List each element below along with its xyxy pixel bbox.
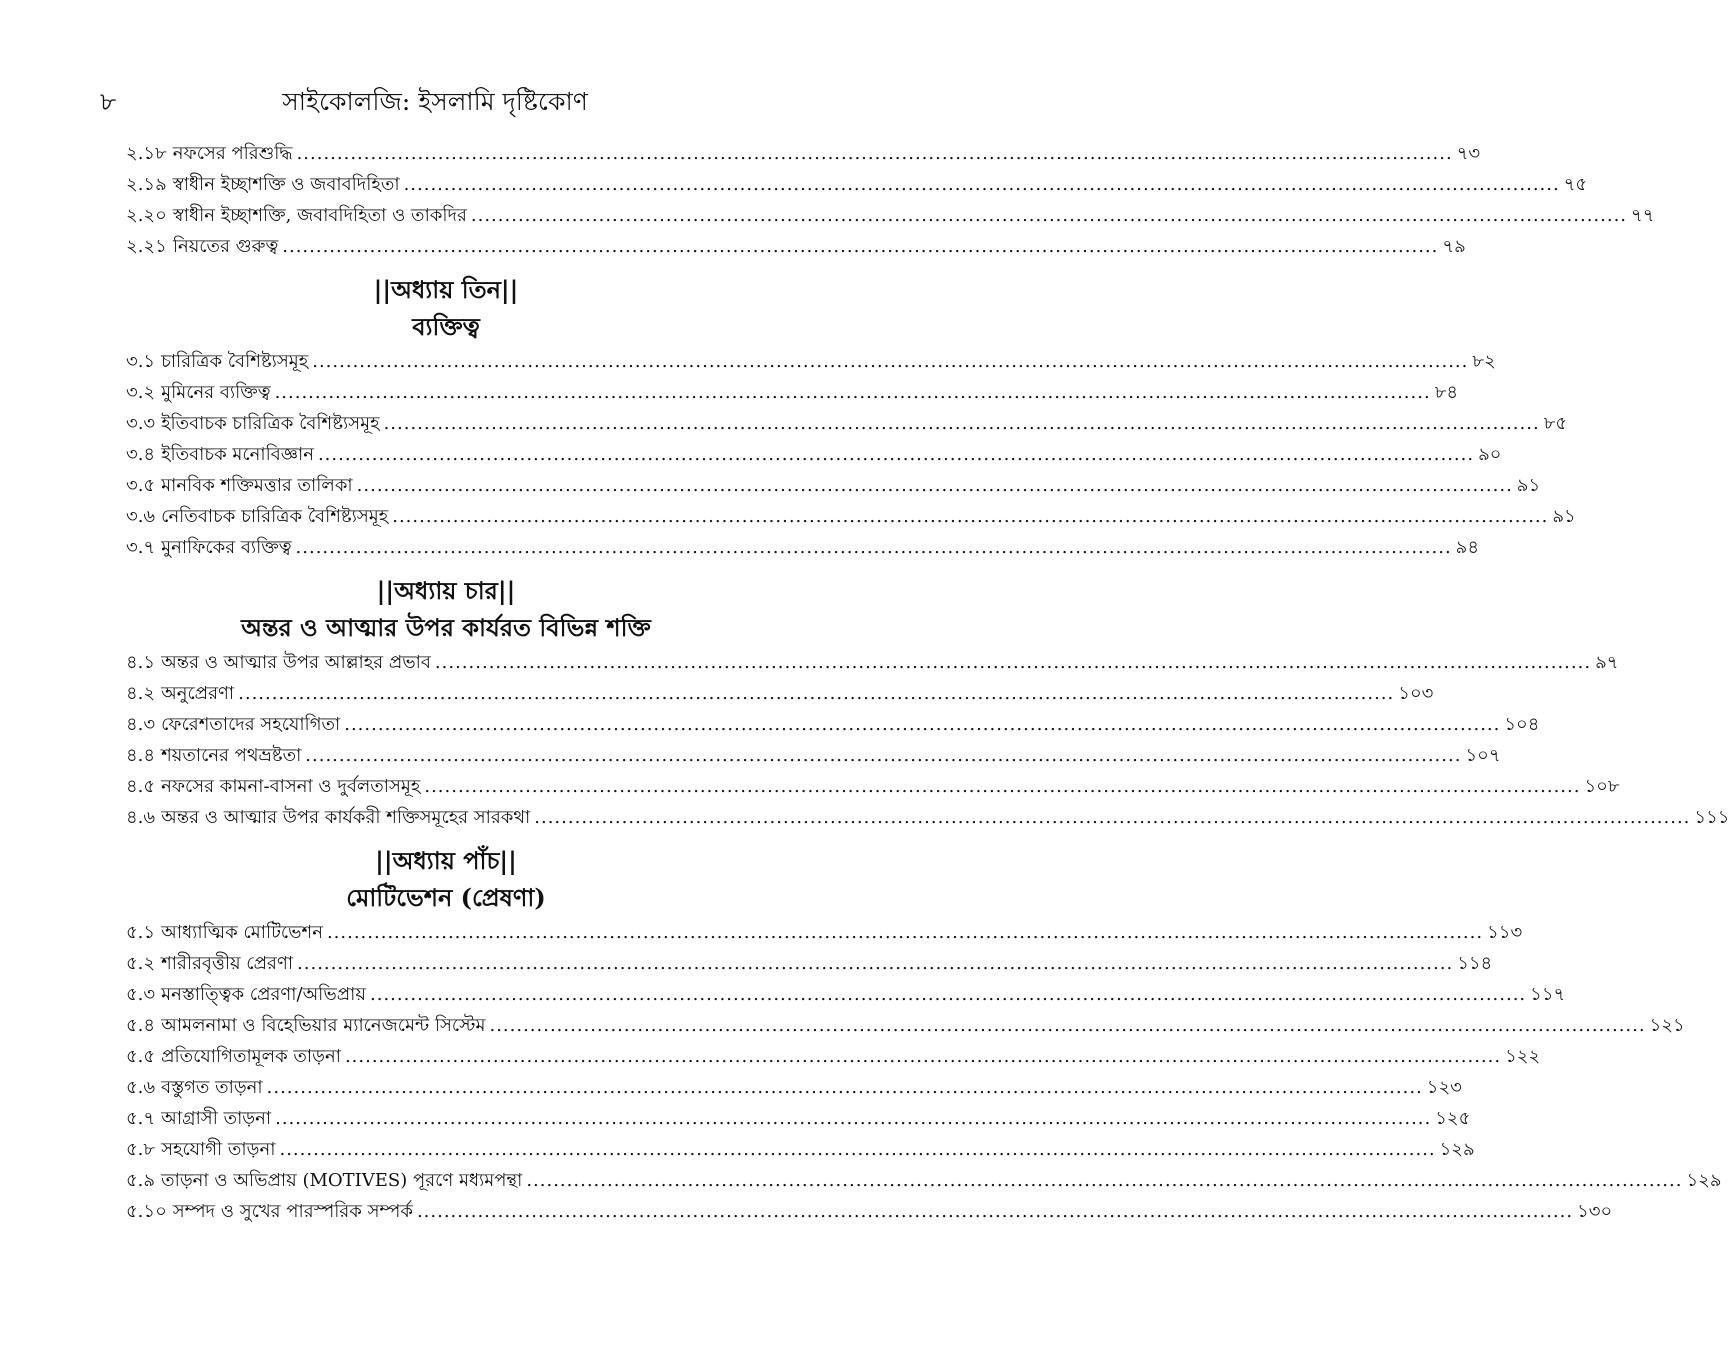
dot-leader [318, 439, 1474, 470]
chapter-label: ||অধ্যায় পাঁচ|| [375, 846, 517, 875]
toc-entry-title: আগ্রাসী তাড়না [161, 1108, 272, 1129]
toc-entry-number: ৩.২ [126, 382, 156, 403]
chapter-label: ||অধ্যায় চার|| [376, 576, 516, 605]
toc-entry-page: ১১৪ [1457, 953, 1493, 974]
toc-entry-page: ৮৪ [1434, 382, 1459, 403]
toc-entry-page: ১০৭ [1465, 745, 1501, 766]
toc-entry-page: ১২৯ [1686, 1170, 1722, 1191]
toc-entry-title: নফসের কামনা-বাসনা ও দুর্বলতাসমূহ [161, 776, 421, 797]
toc-entry[interactable] [126, 979, 1566, 1010]
dot-leader [534, 802, 1690, 833]
toc-entry-title: আমলনামা ও বিহেভিয়ার ম্যানেজমেন্ট সিস্টেম [161, 1015, 486, 1036]
toc-entry-title: শারীরবৃত্তীয় প্রেরণা [161, 953, 294, 974]
dot-leader [435, 647, 1591, 678]
dot-leader [297, 138, 1453, 169]
toc-entry-page: ১২৫ [1435, 1108, 1471, 1129]
toc-entry[interactable] [126, 1103, 1471, 1134]
toc-entry-title: সহযোগী তাড়না [161, 1139, 276, 1160]
toc-entry-number: ৫.৪ [126, 1015, 156, 1036]
dot-leader [526, 1165, 1682, 1196]
dot-leader [297, 948, 1453, 979]
toc-entry-page: ১২৩ [1426, 1077, 1462, 1098]
toc-entry[interactable] [126, 1010, 1685, 1041]
toc-entry[interactable] [126, 346, 1496, 377]
toc-entry[interactable] [126, 1134, 1475, 1165]
toc-entry[interactable] [126, 1165, 1722, 1196]
toc-entry[interactable] [126, 439, 1502, 470]
toc-entry-page: ১০৩ [1398, 683, 1434, 704]
toc-entry-number: ৩.১ [126, 351, 156, 372]
toc-entry[interactable] [126, 709, 1540, 740]
toc-entry-page: ৭৯ [1442, 236, 1466, 257]
toc-entry-title: স্বাধীন ইচ্ছাশক্তি, জবাবদিহিতা ও তাকদির [172, 205, 467, 226]
chapter-label: ||অধ্যায় তিন|| [373, 275, 519, 304]
dot-leader [424, 771, 1580, 802]
toc-entry-number: ৩.৩ [126, 413, 156, 434]
toc-entry-page: ১০৪ [1504, 714, 1540, 735]
chapter-title: ব্যক্তিত্ব [412, 312, 480, 341]
toc-entry-title: নফসের পরিশুদ্ধি [172, 143, 293, 164]
toc-entry[interactable] [126, 917, 1523, 948]
toc-entry-number: ২.১৯ [126, 174, 167, 195]
toc-entry-title: সম্পদ ও সুখের পারস্পরিক সম্পর্ক [172, 1201, 413, 1222]
toc-entry-page: ৯৭ [1595, 652, 1619, 673]
toc-entry-number: ৫.২ [126, 953, 156, 974]
dot-leader [296, 532, 1452, 563]
dot-leader [305, 740, 1461, 771]
toc-entry-page: ৭৭ [1631, 205, 1655, 226]
toc-entry-title: মনস্তাত্ত্বিক প্রেরণা/অভিপ্রায় [161, 984, 367, 1005]
toc-entry[interactable] [126, 408, 1568, 439]
dot-leader [327, 917, 1483, 948]
toc-entry-title: ইতিবাচক চারিত্রিক বৈশিষ্ট্যসমূহ [161, 413, 380, 434]
toc-entry[interactable] [126, 200, 1655, 231]
toc-entry[interactable] [126, 802, 1729, 833]
toc-entry-page: ৭৩ [1456, 143, 1481, 164]
toc-entry-number: ৪.৬ [126, 807, 156, 828]
toc-entry[interactable] [126, 377, 1459, 408]
toc-entry[interactable] [126, 1196, 1613, 1227]
toc-entry[interactable] [126, 771, 1620, 802]
toc-entry-page: ১২১ [1649, 1015, 1685, 1036]
toc-entry-title: প্রতিযোগিতামূলক তাড়না [161, 1046, 341, 1067]
dot-leader [392, 501, 1548, 532]
toc-entry-title: অনুপ্রেরণা [161, 683, 235, 704]
table-of-contents [126, 138, 1729, 1227]
toc-entry-number: ৪.৫ [126, 776, 156, 797]
toc-entry-number: ২.১৮ [126, 143, 167, 164]
dot-leader [471, 200, 1627, 231]
toc-entry-title: তাড়না ও অভিপ্রায় (MOTIVES) পূরণে মধ্যমপন্থা [161, 1170, 523, 1191]
toc-entry-title: মুমিনের ব্যক্তিত্ব [161, 382, 271, 403]
toc-entry-page: ১১১ [1694, 807, 1729, 828]
dot-leader [275, 1103, 1431, 1134]
toc-entry[interactable] [126, 678, 1434, 709]
toc-entry-title: অন্তর ও আত্মার উপর আল্লাহর প্রভাব [161, 652, 431, 673]
toc-entry[interactable] [126, 501, 1576, 532]
chapter-title: অন্তর ও আত্মার উপর কার্যরত বিভিন্ন শক্তি [241, 613, 651, 642]
toc-entry-page: ১১৩ [1487, 922, 1523, 943]
toc-entry-page: ৮৫ [1543, 413, 1568, 434]
toc-entry-title: শয়তানের পথভ্রষ্টতা [161, 745, 302, 766]
toc-entry-title: ফেরেশতাদের সহযোগিতা [161, 714, 341, 735]
toc-entry[interactable] [126, 1072, 1462, 1103]
toc-entry-number: ৪.২ [126, 683, 156, 704]
dot-leader [279, 1134, 1435, 1165]
toc-entry-title: ইতিবাচক মনোবিজ্ঞান [161, 444, 314, 465]
running-head-title: সাইকোলজি: ইসলামি দৃষ্টিকোণ [282, 87, 588, 116]
toc-entry-page: ১২৯ [1439, 1139, 1475, 1160]
dot-leader [357, 470, 1513, 501]
toc-entry-page: ৭৫ [1563, 174, 1588, 195]
toc-entry-number: ৪.৩ [126, 714, 156, 735]
toc-entry[interactable] [126, 740, 1501, 771]
toc-entry-title: বস্তুগত তাড়না [161, 1077, 263, 1098]
dot-leader [312, 346, 1468, 377]
toc-entry-title: চারিত্রিক বৈশিষ্ট্যসমূহ [161, 351, 309, 372]
toc-entry-page: ৯১ [1552, 506, 1576, 527]
dot-leader [275, 377, 1431, 408]
dot-leader [384, 408, 1540, 439]
toc-entry-number: ৩.৫ [126, 475, 156, 496]
toc-entry-number: ৫.৮ [126, 1139, 156, 1160]
toc-entry[interactable] [126, 231, 1466, 262]
dot-leader [267, 1072, 1423, 1103]
dot-leader [370, 979, 1526, 1010]
page-number: ৮ [100, 87, 117, 116]
toc-entry-number: ৫.৬ [126, 1077, 156, 1098]
chapter-title: মোটিভেশন (প্রেষণা) [346, 883, 546, 912]
toc-entry-title: নিয়তের গুরুত্ব [172, 236, 279, 257]
toc-entry-page: ১১৭ [1530, 984, 1566, 1005]
toc-entry-number: ৫.৭ [126, 1108, 156, 1129]
dot-leader [282, 231, 1438, 262]
toc-entry-number: ৪.১ [126, 652, 156, 673]
toc-entry-number: ৪.৪ [126, 745, 156, 766]
toc-entry-page: ১২২ [1505, 1046, 1541, 1067]
toc-entry[interactable] [126, 532, 1480, 563]
toc-entry-title: মানবিক শক্তিমত্তার তালিকা [161, 475, 353, 496]
toc-entry-number: ৫.৯ [126, 1170, 156, 1191]
toc-entry-number: ২.২০ [126, 205, 167, 226]
toc-entry[interactable] [126, 169, 1588, 200]
dot-leader [345, 1041, 1501, 1072]
toc-entry-title: মুনাফিকের ব্যক্তিত্ব [161, 537, 292, 558]
toc-entry-number: ৩.৪ [126, 444, 156, 465]
toc-entry-title: আধ্যাত্মিক মোটিভেশন [161, 922, 323, 943]
toc-entry[interactable] [126, 647, 1619, 678]
toc-entry-page: ৯৪ [1455, 537, 1480, 558]
toc-entry[interactable] [126, 1041, 1541, 1072]
toc-entry[interactable] [126, 948, 1493, 979]
toc-entry[interactable] [126, 138, 1481, 169]
toc-entry-page: ৯১ [1516, 475, 1541, 496]
dot-leader [238, 678, 1394, 709]
toc-entry-number: ৫.১০ [126, 1201, 167, 1222]
toc-entry-page: ১০৮ [1584, 776, 1620, 797]
dot-leader [404, 169, 1560, 200]
dot-leader [489, 1010, 1645, 1041]
toc-entry-number: ৩.৬ [126, 506, 156, 527]
toc-entry[interactable] [126, 470, 1541, 501]
toc-entry-title: অন্তর ও আত্মার উপর কার্যকরী শক্তিসমূহের সারকথা [161, 807, 531, 828]
toc-entry-number: ৫.৩ [126, 984, 156, 1005]
dot-leader [417, 1196, 1573, 1227]
toc-entry-number: ২.২১ [126, 236, 167, 257]
toc-entry-number: ৫.৫ [126, 1046, 156, 1067]
toc-entry-number: ৩.৭ [126, 537, 156, 558]
toc-entry-page: ৯০ [1478, 444, 1502, 465]
toc-entry-title: স্বাধীন ইচ্ছাশক্তি ও জবাবদিহিতা [172, 174, 400, 195]
toc-entry-page: ৮২ [1472, 351, 1496, 372]
toc-entry-number: ৫.১ [126, 922, 156, 943]
toc-entry-title: নেতিবাচক চারিত্রিক বৈশিষ্ট্যসমূহ [161, 506, 389, 527]
dot-leader [344, 709, 1500, 740]
toc-entry-page: ১৩০ [1577, 1201, 1613, 1222]
